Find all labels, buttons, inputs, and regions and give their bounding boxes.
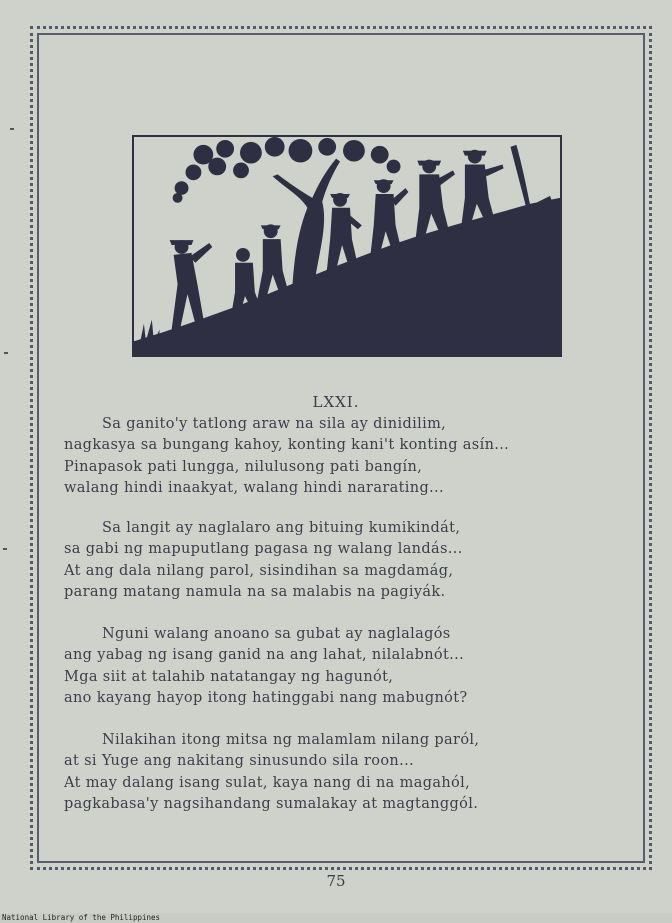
verse-line: Mga siit at talahib natatangay ng hagunót, bbox=[64, 668, 394, 685]
verse-line: ano kayang hayop itong hatinggabi nang mabugnót? bbox=[64, 689, 468, 706]
stanza-2 bbox=[64, 518, 604, 603]
verse-line: At ang dala nilang parol, sisindihan sa magdamág, bbox=[64, 562, 454, 579]
chapter-heading: LXXI. bbox=[312, 393, 360, 411]
verse-line: ang yabag ng isang ganid na ang lahat, nilalabnót... bbox=[64, 647, 465, 664]
paper-speck bbox=[10, 128, 14, 130]
verse-line: Pinapasok pati lungga, nilulusong pati bangín, bbox=[64, 458, 423, 475]
stanza-4 bbox=[64, 730, 604, 815]
verse-line: Sa langit ay naglalaro ang bituing kumikindát, bbox=[102, 520, 461, 536]
page-number: 75 bbox=[326, 872, 346, 890]
paper-speck bbox=[4, 352, 8, 354]
verse-line: At may dalang isang sulat, kaya nang di na magahól, bbox=[64, 774, 471, 791]
verse-line: pagkabasa'y nagsihandang sumalakay at magtanggól. bbox=[64, 795, 479, 812]
verse-line: Nguni walang anoano sa gubat ay naglalagós bbox=[102, 626, 451, 642]
verse-line: walang hindi inaakyat, walang hindi nararating... bbox=[64, 479, 444, 496]
verse-line: at si Yuge ang nakitang sinusundo sila roon... bbox=[64, 753, 414, 770]
verse-line: Sa ganito'y tatlong araw na sila ay dinidilim, bbox=[102, 416, 447, 432]
verse-line: nagkasya sa bungang kahoy, konting kani't konting asín... bbox=[64, 437, 510, 454]
verse-line: parang matang namula na sa malabis na pagiyák. bbox=[64, 583, 446, 600]
verse-line: Nilakihan itong mitsa ng malamlam nilang paról, bbox=[102, 732, 480, 748]
stanza-3 bbox=[64, 624, 604, 709]
source-credit: National Library of the Philippines bbox=[2, 913, 161, 922]
verse-line: sa gabi ng mapuputlang pagasa ng walang landás... bbox=[64, 541, 463, 558]
silhouette-illustration bbox=[132, 135, 562, 357]
stanza-1 bbox=[64, 414, 604, 499]
hikers-silhouette-image bbox=[134, 137, 560, 355]
paper-speck bbox=[3, 548, 7, 550]
